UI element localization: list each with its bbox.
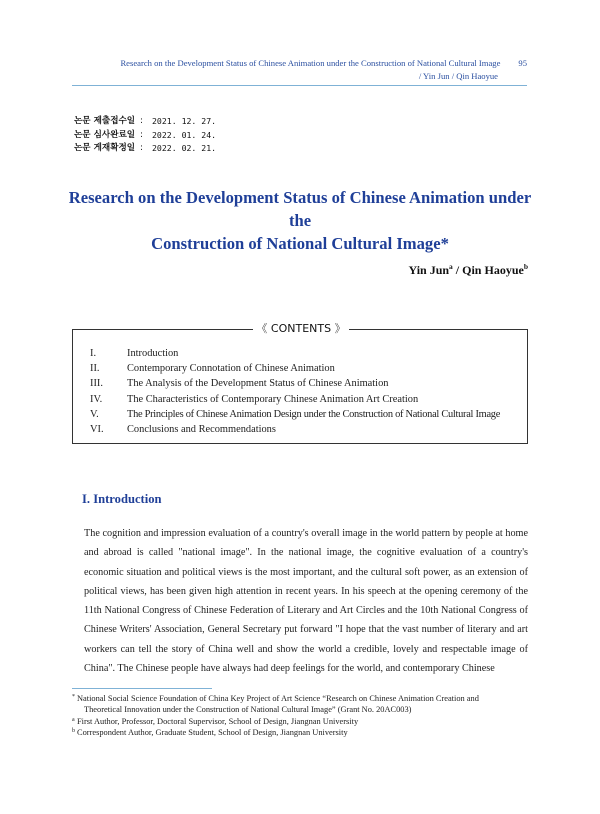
date-value: 2021. 12. 27. [152,116,217,126]
toc-item [90,392,526,407]
submission-dates [74,115,216,156]
table-of-contents [90,346,526,437]
footnote-text: Correspondent Author, Graduate Student, School of Design, Jiangnan University [77,727,348,737]
date-label: 논문 심사완료일 [74,129,136,140]
footnote-text: First Author, Professor, Doctoral Supervisor, School of Design, Jiangnan University [77,716,359,726]
footnote-divider [72,688,212,689]
toc-number: I. [90,348,97,359]
date-value: 2022. 01. 24. [152,129,217,140]
footnote [72,693,528,716]
header-divider [72,85,527,86]
date-colon: : [140,129,143,140]
contents-heading: 《 CONTENTS 》 [253,321,349,337]
running-head-authors: / Yin Jun / Qin Haoyue [418,71,498,81]
toc-number: V. [90,408,99,420]
footnote [72,727,528,738]
toc-label: Conclusions and Recommendations [127,424,276,436]
author-separator: / [452,263,463,277]
paragraph-text: The cognition and impression evaluation of a country's overall image in the world pattern by people at home and abroad is called "national image". In the national image, the cognitive evaluation of a country's economic situation and political views is the most important, and the cultural soft power, as an extension of political views, has been given high attention in recent years. In his speech at the opening ceremony of the 11th National Congress of Chinese Federation of Literary and Art Circles and the 10th National Congress of Chinese Writers' Association, General Secretary put forward "I hope that the vast number of literary and art workers can tell the story of China well and show the world a credible, lovely and respectable image of China". The Chinese people have always had deep feelings for the world, and contemporary Chinese [84,528,528,675]
toc-label: Introduction [127,348,179,359]
author-first-mark: a [449,262,453,271]
date-row-reviewed [74,129,216,143]
title-line-1: Research on the Development Status of Chinese Animation under the [68,188,532,230]
toc-label: Contemporary Connotation of Chinese Animation [127,363,335,375]
footnote-text-continued: Theoretical Innovation under the Construction of National Cultural Image” (Grant No. 20AC003) [84,705,412,715]
toc-label: The Analysis of the Development Status of Chinese Animation [127,378,389,390]
footnotes [72,693,528,738]
author-second-mark: b [523,262,528,271]
footnote-text: National Social Science Foundation of China Key Project of Art Science “Research on Chinese Animation Creation and [77,694,479,703]
date-label: 논문 게재확정일 [74,143,136,153]
toc-item [90,346,526,361]
footnote-mark: a [72,716,75,723]
toc-item [90,422,526,437]
author-first: Yin Jun [408,263,450,277]
contents-box [72,322,528,444]
date-colon: : [140,116,143,126]
date-row-accepted [74,142,216,156]
date-label: 논문 제출접수일 [74,116,136,126]
author-second: Qin Haoyue [462,263,524,277]
paper-title [60,186,540,255]
toc-number: III. [90,378,103,390]
footnote-mark: b [72,727,75,734]
footnote [72,716,528,727]
date-colon: : [140,143,143,153]
toc-number: IV. [90,393,103,405]
section-heading: I. Introduction [82,492,162,506]
toc-number: II. [90,363,100,375]
toc-label: The Principles of Chinese Animation Design under the Construction of National Cultural Image [127,408,501,420]
date-row-submitted [74,115,216,129]
toc-number: VI. [90,424,104,436]
page-number: 95 [518,58,527,68]
title-line-2: Construction of National Cultural Image* [151,234,449,253]
toc-item [90,361,526,376]
toc-item [90,407,526,422]
footnote-mark: * [72,694,75,700]
author-line [408,262,528,278]
body-paragraph [72,524,528,678]
toc-label: The Characteristics of Contemporary Chinese Animation Art Creation [127,393,419,405]
running-head [100,57,527,83]
toc-item [90,376,526,391]
running-head-title: Research on the Development Status of Chinese Animation under the Construction of National Cultural Image [120,58,501,68]
date-value: 2022. 02. 21. [152,143,217,153]
